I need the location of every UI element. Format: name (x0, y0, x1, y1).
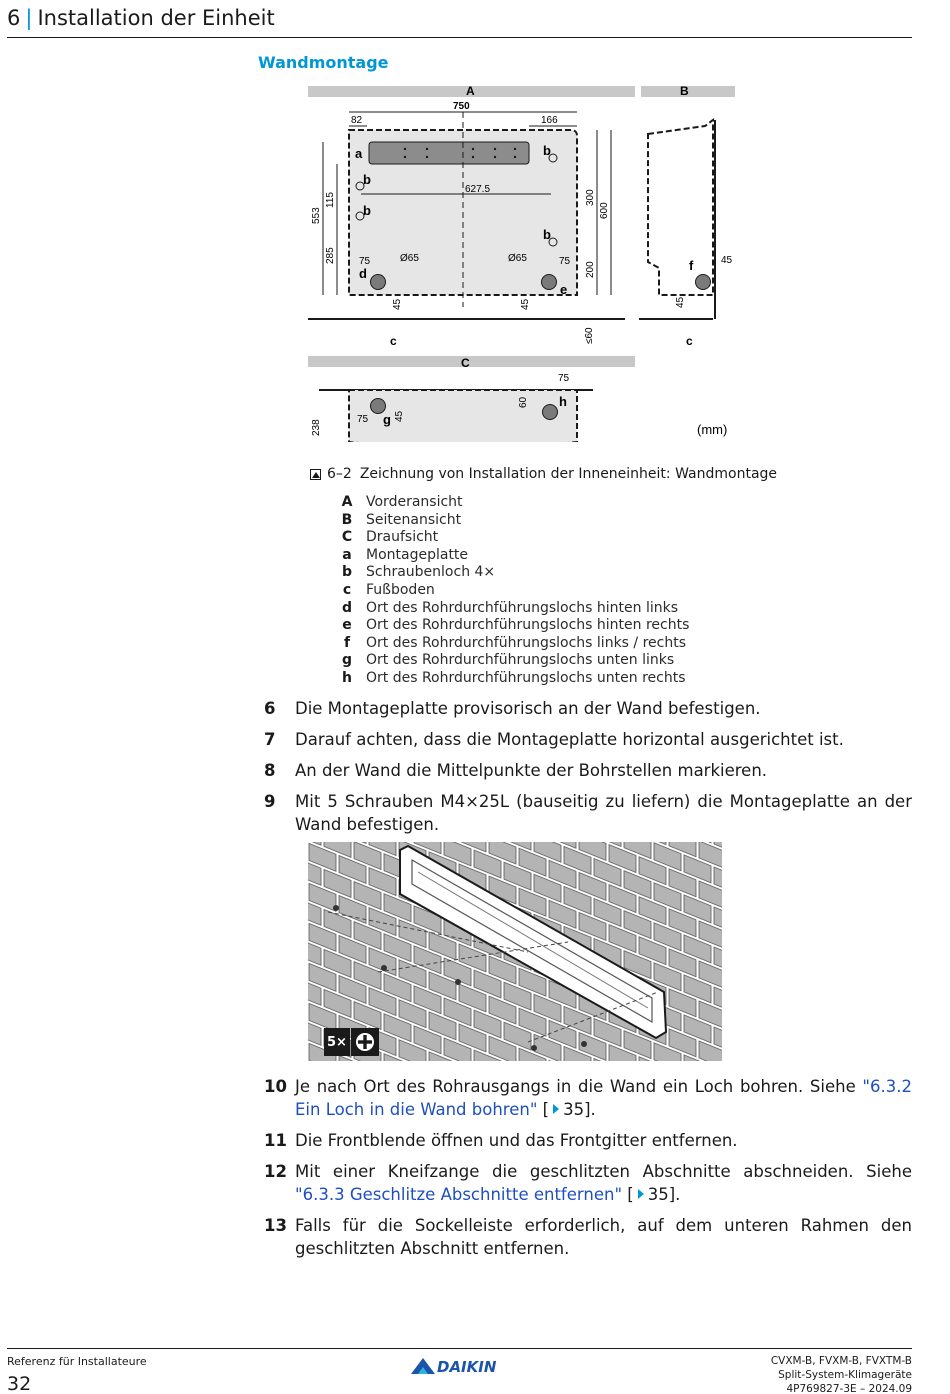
legend-text: Schraubenloch 4× (366, 564, 496, 581)
dim-166: 166 (541, 115, 558, 126)
footer-models: CVXM-B, FVXM-B, FVXTM-B (770, 1355, 912, 1367)
step-number: 11 (264, 1131, 287, 1150)
dim-238: 238 (311, 419, 322, 436)
footer-reference: Referenz für Installateure (7, 1355, 147, 1368)
dim-75-right: 75 (559, 256, 571, 267)
page-header (7, 6, 912, 38)
label-b-3: b (543, 143, 551, 158)
legend-key: b (341, 564, 353, 581)
xref-page: 35]. (647, 1185, 681, 1204)
label-b-4: b (543, 227, 551, 242)
dim-115: 115 (325, 192, 336, 208)
step-text (295, 1160, 912, 1206)
figure-number: 6–2 (327, 466, 352, 482)
steps-list-2 (264, 1075, 912, 1260)
xref-page: 35]. (563, 1100, 596, 1119)
label-c-b: c (686, 334, 693, 348)
step-item (264, 1214, 912, 1260)
page-footer (7, 1348, 912, 1394)
legend-text: Montageplatte (366, 546, 469, 563)
screw-count: 5× (324, 1028, 350, 1056)
step-text: Falls für die Sockelleiste erforderlich, auf dem unteren Rahmen den geschlitzten Abschnitt entfernen. (295, 1216, 912, 1258)
view-c-bar (308, 356, 635, 367)
pipe-hole-h (543, 405, 558, 420)
installation-drawing (305, 82, 745, 442)
step-item (264, 1075, 912, 1121)
legend-item (336, 582, 689, 600)
phillips-screw-icon (351, 1028, 379, 1056)
step-number: 8 (264, 761, 276, 780)
step-item (264, 1160, 912, 1206)
legend-item (336, 494, 689, 512)
daikin-logo (409, 1356, 513, 1380)
step-text: Die Frontblende öffnen und das Frontgitter entfernen. (295, 1131, 738, 1150)
header-separator: | (25, 6, 33, 30)
xref-link-drill[interactable]: "6.3.2 Ein Loch in die Wand bohren" (295, 1077, 912, 1119)
step-text: An der Wand die Mittelpunkte der Bohrstellen markieren. (295, 761, 768, 780)
legend-item (336, 547, 689, 565)
legend-key: c (342, 581, 352, 598)
legend-item (336, 652, 689, 670)
dim-75-left: 75 (359, 256, 371, 267)
legend-text: Seitenansicht (366, 511, 462, 528)
dim-le60: ≤60 (584, 327, 595, 344)
chapter-title: Installation der Einheit (37, 6, 275, 30)
dim-60-c: 60 (518, 396, 529, 408)
step-text: Mit 5 Schrauben M4×25L (bauseitig zu liefern) die Montageplatte an der Wand befestigen. (295, 792, 912, 834)
label-b-2: b (363, 203, 371, 218)
unit-outline-side (648, 120, 713, 295)
legend-key: B (341, 511, 353, 528)
view-a-label: A (466, 84, 475, 98)
dim-300: 300 (585, 189, 596, 206)
dim-45-c: 45 (394, 410, 405, 422)
legend-item (336, 635, 689, 653)
dim-45-right: 45 (520, 298, 531, 310)
pipe-hole-e (542, 275, 557, 290)
step-item (264, 728, 912, 751)
dim-285: 285 (325, 247, 336, 264)
step-number: 7 (264, 730, 276, 749)
dim-553: 553 (311, 207, 322, 224)
legend-text: Vorderansicht (366, 494, 463, 510)
legend-text: Fußboden (366, 581, 435, 598)
dim-75-top: 75 (558, 373, 570, 384)
dim-600: 600 (599, 202, 610, 219)
chapter-number: 6 (7, 6, 21, 30)
unit-label: (mm) (697, 422, 728, 437)
step-number: 6 (264, 699, 276, 718)
steps-list-1 (264, 697, 912, 836)
footer-doc-info (771, 1354, 912, 1394)
legend-item (336, 564, 689, 582)
dim-82: 82 (351, 115, 363, 126)
legend-key: C (341, 529, 353, 546)
legend-key: h (342, 669, 352, 686)
step-number: 9 (264, 792, 276, 811)
page-number: 32 (7, 1373, 32, 1394)
pipe-hole-f (696, 275, 711, 290)
label-d: d (359, 266, 367, 281)
dim-45-side: 45 (721, 255, 733, 266)
label-a: a (355, 146, 363, 161)
dim-75-c: 75 (357, 414, 369, 425)
dim-phi65-right: Ø65 (508, 253, 527, 264)
step-text-body: Mit einer Kneifzange die geschlitzten Abschnitte abschneiden. Siehe (295, 1162, 912, 1181)
legend-key: d (341, 599, 353, 616)
legend-text: Ort des Rohrdurchführungslochs unten rechts (366, 669, 686, 686)
step-number: 12 (264, 1162, 287, 1181)
mounting-plate (369, 142, 529, 164)
legend-text: Ort des Rohrdurchführungslochs unten links (366, 652, 675, 669)
dim-45-bottom: 45 (675, 296, 686, 308)
step-item (264, 1129, 912, 1152)
view-b-label: B (680, 84, 689, 98)
legend-text: Ort des Rohrdurchführungslochs hinten rechts (366, 617, 690, 634)
figure-legend (336, 494, 689, 688)
legend-item (336, 670, 689, 688)
footer-doc-number: 4P769827-3E – 2024.09 (786, 1383, 912, 1394)
step-text: Die Montageplatte provisorisch an der Wand befestigen. (295, 699, 761, 718)
logo-text: DAIKIN (437, 1358, 497, 1376)
label-f: f (689, 258, 694, 273)
step-item (264, 790, 912, 836)
step-text: Darauf achten, dass die Montageplatte horizontal ausgerichtet ist. (295, 730, 844, 749)
figure-caption-text: Zeichnung von Installation der Inneneinheit: Wandmontage (359, 466, 778, 482)
dim-phi65-left: Ø65 (400, 253, 419, 264)
legend-key: A (341, 494, 353, 510)
page-ref-icon (638, 1189, 644, 1199)
legend-item (336, 512, 689, 530)
step-item (264, 697, 912, 720)
label-b-1: b (363, 172, 371, 187)
figure-icon (310, 469, 321, 480)
xref-bracket: [ (537, 1100, 550, 1119)
legend-item (336, 617, 689, 635)
xref-bracket: [ (622, 1185, 634, 1204)
legend-text: Draufsicht (366, 529, 439, 546)
legend-key: g (341, 652, 353, 669)
xref-link-slits[interactable]: "6.3.3 Geschlitze Abschnitte entfernen" (295, 1185, 623, 1204)
step-text-body: Je nach Ort des Rohrausgangs in die Wand ein Loch bohren. Siehe (295, 1077, 863, 1096)
label-h: h (559, 394, 567, 409)
dim-45-left: 45 (392, 298, 403, 310)
step-number: 10 (264, 1077, 287, 1096)
legend-key: e (342, 617, 352, 634)
dim-200: 200 (585, 261, 596, 278)
footer-product: Split-System-Klimageräte (778, 1369, 912, 1381)
legend-text: Ort des Rohrdurchführungslochs links / rechts (366, 634, 686, 651)
pipe-hole-d (371, 275, 386, 290)
label-g: g (383, 412, 391, 427)
screw-badge (324, 1028, 379, 1056)
legend-key: a (342, 546, 352, 563)
label-c-a: c (390, 334, 397, 348)
legend-text: Ort des Rohrdurchführungslochs hinten links (366, 599, 679, 616)
step-number: 13 (264, 1216, 287, 1235)
page-ref-icon (553, 1104, 559, 1114)
legend-item (336, 600, 689, 618)
view-c-label: C (461, 356, 470, 370)
figure-caption (310, 466, 777, 482)
dim-750: 750 (453, 101, 470, 112)
step-item (264, 759, 912, 782)
label-e: e (560, 282, 568, 297)
section-title: Wandmontage (258, 53, 389, 72)
legend-item (336, 529, 689, 547)
step-text (295, 1075, 912, 1121)
dim-627: 627.5 (465, 184, 491, 195)
legend-key: f (343, 634, 351, 651)
